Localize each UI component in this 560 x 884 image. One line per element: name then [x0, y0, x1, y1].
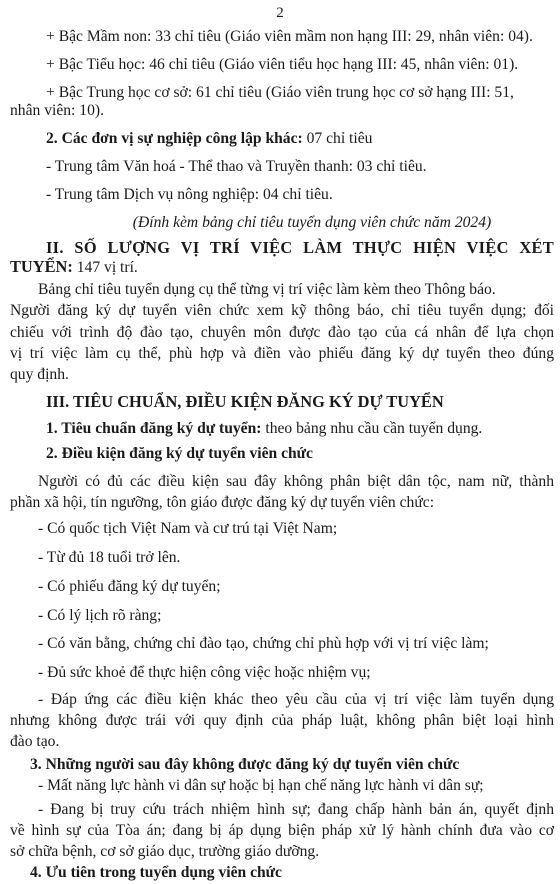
condition-7-line-2: nhưng không được trái với quy định của pháp luật, không phân biệt loại hình [10, 712, 554, 729]
tieu-chuan-text: theo bảng nhu cầu cần tuyển dụng. [261, 420, 483, 437]
dieu-kien-heading: 2. Điều kiện đăng ký dự tuyển viên chức [46, 445, 313, 462]
line-tieu-chuan [46, 418, 554, 440]
section-2-heading-tail: TUYỂN: [10, 257, 73, 276]
attachment-note: (Đính kèm bảng chỉ tiêu tuyển dụng viên chức năm 2024) [132, 214, 492, 231]
exclusion-1: - Mất năng lực hành vi dân sự hoặc bị hạn chế năng lực hành vi dân sự; [38, 777, 484, 794]
para-1-line-1: Bảng chỉ tiêu tuyển dụng cụ thể từng vị trí việc làm kèm theo Thông báo. [38, 281, 496, 298]
line-tieu-hoc: + Bậc Tiểu học: 46 chỉ tiêu (Giáo viên tiểu học hạng III: 45, nhân viên: 01). [46, 56, 519, 73]
condition-1: - Có quốc tịch Việt Nam và cư trú tại Việt Nam; [38, 520, 338, 537]
para-1-line-5: quy định. [10, 366, 69, 383]
don-vi-khac-count: 07 chỉ tiêu [302, 130, 373, 147]
condition-2: - Từ đủ 18 tuổi trở lên. [38, 549, 181, 566]
khong-duoc-dang-ky-heading: 3. Những người sau đây không được đăng ký dự tuyển viên chức [30, 756, 460, 773]
line-don-vi-khac [46, 128, 554, 150]
condition-3: - Có phiếu đăng ký dự tuyển; [38, 578, 221, 595]
section-3-heading: III. TIÊU CHUẨN, ĐIỀU KIỆN ĐĂNG KÝ DỰ TUYỂN [46, 392, 444, 411]
condition-7-line-1: - Đáp ứng các điều kiện khác theo yêu cầu của vị trí việc làm tuyển dụng [38, 691, 554, 708]
tieu-chuan-heading: 1. Tiêu chuẩn đăng ký dự tuyển: [46, 420, 262, 437]
section-2-heading-2 [10, 256, 554, 279]
para-1-line-2: Người đăng ký dự tuyển viên chức xem kỹ thông báo, chỉ tiêu tuyển dụng; đối [10, 302, 554, 319]
uu-tien-heading: 4. Ưu tiên trong tuyển dụng viên chức [30, 864, 282, 881]
exclusion-2-line-2: về hình sự của Tòa án; đang bị áp dụng biện pháp xử lý hành chính đưa vào cơ [10, 822, 554, 839]
exclusion-2-line-1: - Đang bị truy cứu trách nhiệm hình sự; đang chấp hành bản án, quyết định [38, 801, 554, 818]
para-1-line-3: chiếu với trình độ đào tạo, chuyên môn được đào tạo của cá nhân để lựa chọn [10, 324, 554, 341]
condition-7-line-3: đào tạo. [10, 733, 60, 750]
section-2-heading-1: II. SỐ LƯỢNG VỊ TRÍ VIỆC LÀM THỰC HIỆN VIỆC XÉT [46, 238, 554, 257]
line-trung-tam-nong-nghiep: - Trung tâm Dịch vụ nông nghiệp: 04 chỉ tiêu. [46, 186, 333, 203]
section-2-count: 147 vị trí. [72, 259, 138, 276]
condition-5: - Có văn bằng, chứng chỉ đào tạo, chứng chỉ phù hợp với vị trí việc làm; [38, 635, 489, 652]
condition-6: - Đủ sức khoẻ để thực hiện công việc hoặc nhiệm vụ; [38, 664, 371, 681]
line-thcs-2: nhân viên: 10). [10, 102, 104, 119]
condition-4: - Có lý lịch rõ ràng; [38, 607, 162, 624]
line-mam-non: + Bậc Mầm non: 33 chỉ tiêu (Giáo viên mầm non hạng III: 29, nhân viên: 04). [46, 28, 533, 45]
para-2-line-1: Người có đủ các điều kiện sau đây không phân biệt dân tộc, nam nữ, thành [38, 473, 554, 490]
para-1-line-4: vị trí việc làm cụ thể, phù hợp và điền vào phiếu đăng ký dự tuyển theo đúng [10, 345, 554, 362]
page-number: 2 [276, 5, 284, 21]
line-thcs-1: + Bậc Trung học cơ sở: 61 chỉ tiêu (Giáo viên trung học cơ sở hạng III: 51, [46, 84, 514, 101]
line-trung-tam-van-hoa: - Trung tâm Văn hoá - Thể thao và Truyền thanh: 03 chỉ tiêu. [46, 158, 427, 175]
don-vi-khac-heading: 2. Các đơn vị sự nghiệp công lập khác: [46, 130, 303, 147]
exclusion-2-line-3: sở chữa bệnh, cơ sở giáo dục, trường giáo dưỡng. [10, 843, 320, 860]
para-2-line-2: phần xã hội, tín ngưỡng, tôn giáo được đăng ký dự tuyển viên chức: [10, 494, 435, 511]
